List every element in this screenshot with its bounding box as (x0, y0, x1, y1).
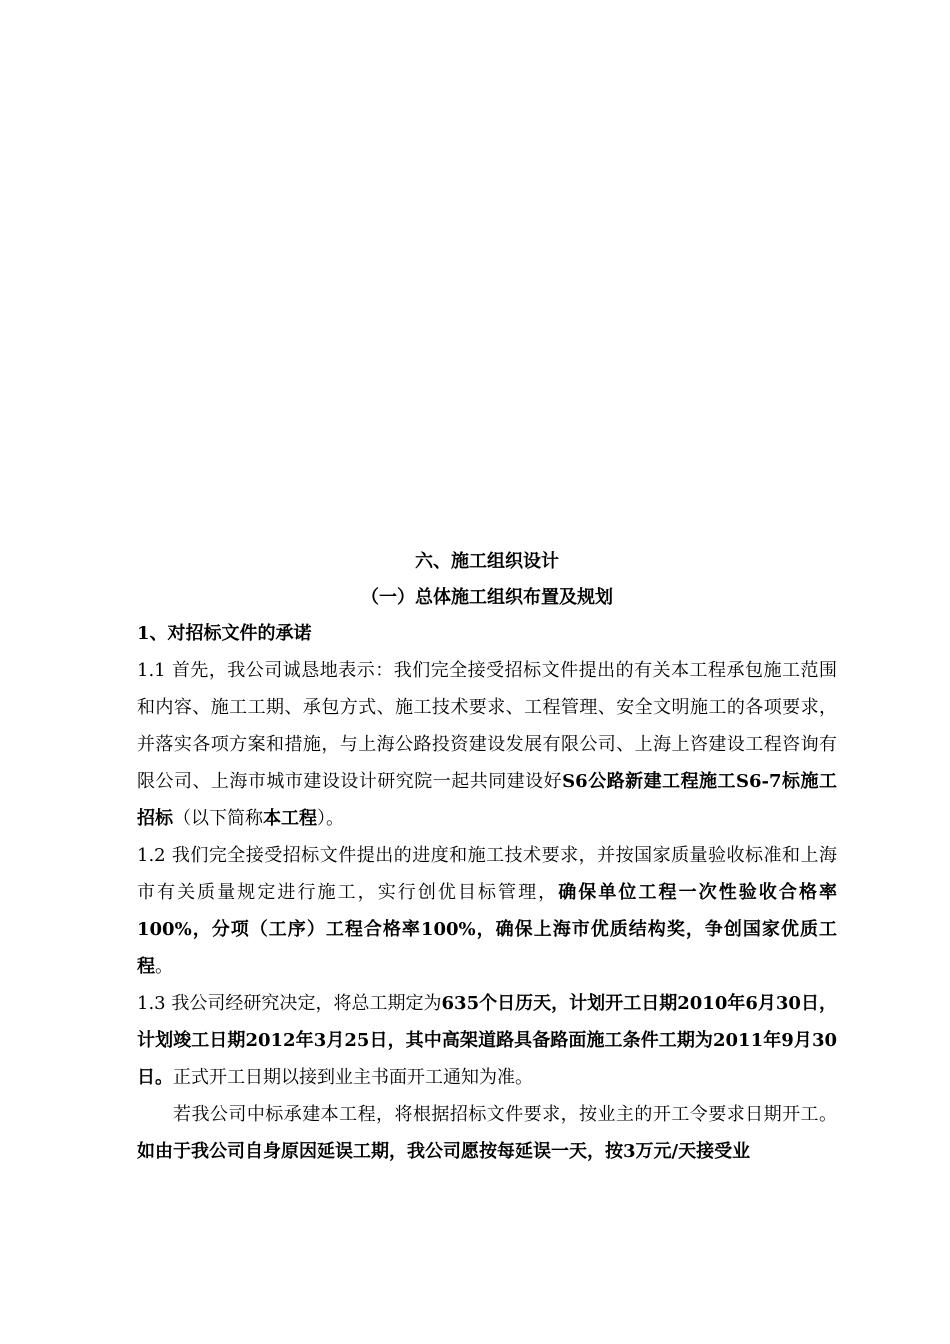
paragraph-1-3 (137, 985, 837, 1096)
text: ）。 (317, 808, 344, 829)
section-title: 六、施工组织设计 (415, 551, 559, 572)
quality-target: 确保单位工程一次性验收合格率100%，分项（工序）工程合格率100%，确保上海市优质结构奖，争创国家优质工程 (137, 882, 837, 977)
paragraph-start-commitment (137, 1096, 837, 1170)
heading-commitment: 1、对招标文件的承诺 (137, 623, 312, 644)
project-name: S6公路新建工程施工S6-7标施工招标 (137, 771, 837, 829)
text: 。 (155, 956, 173, 977)
paragraph-1-2 (137, 837, 837, 985)
text: （以下简称 (173, 808, 263, 829)
text: 1.2 我们完全接受招标文件提出的进度和施工技术要求，并按国家质量验收标准和上海市有关质量规定进行施工，实行创优目标管理， (137, 845, 837, 903)
subsection-title: （一）总体施工组织布置及规划 (361, 587, 613, 608)
delay-penalty: 如由于我公司自身原因延误工期，我公司愿按每延误一天，按3万元/天接受业 (137, 1141, 751, 1162)
text: 1.3 我公司经研究决定，将总工期定为 (137, 993, 442, 1014)
text: 若我公司中标承建本工程，将根据招标文件要求，按业主的开工令要求日期开工。 (173, 1104, 837, 1125)
document-body (137, 544, 837, 1170)
paragraph-1-1 (137, 652, 837, 837)
text: 1.1 首先，我公司诚恳地表示：我们完全接受招标文件提出的有关本工程承包施工范围和内容、施工工期、承包方式、施工技术要求、工程管理、安全文明施工的各项要求，并落实各项方案和措施，与上海公路投资建设发展有限公司、上海上咨建设工程咨询有限公司、上海市城市建设设计研究院一起共同建设好 (137, 660, 837, 792)
text: 正式开工日期以接到业主书面开工通知为准。 (173, 1067, 533, 1088)
schedule-commitment: 635个日历天，计划开工日期2010年6月30日，计划竣工日期2012年3月25日，其中高架道路具备路面施工条件工期为2011年9月30日。 (137, 993, 837, 1088)
project-short-name: 本工程 (263, 808, 317, 829)
